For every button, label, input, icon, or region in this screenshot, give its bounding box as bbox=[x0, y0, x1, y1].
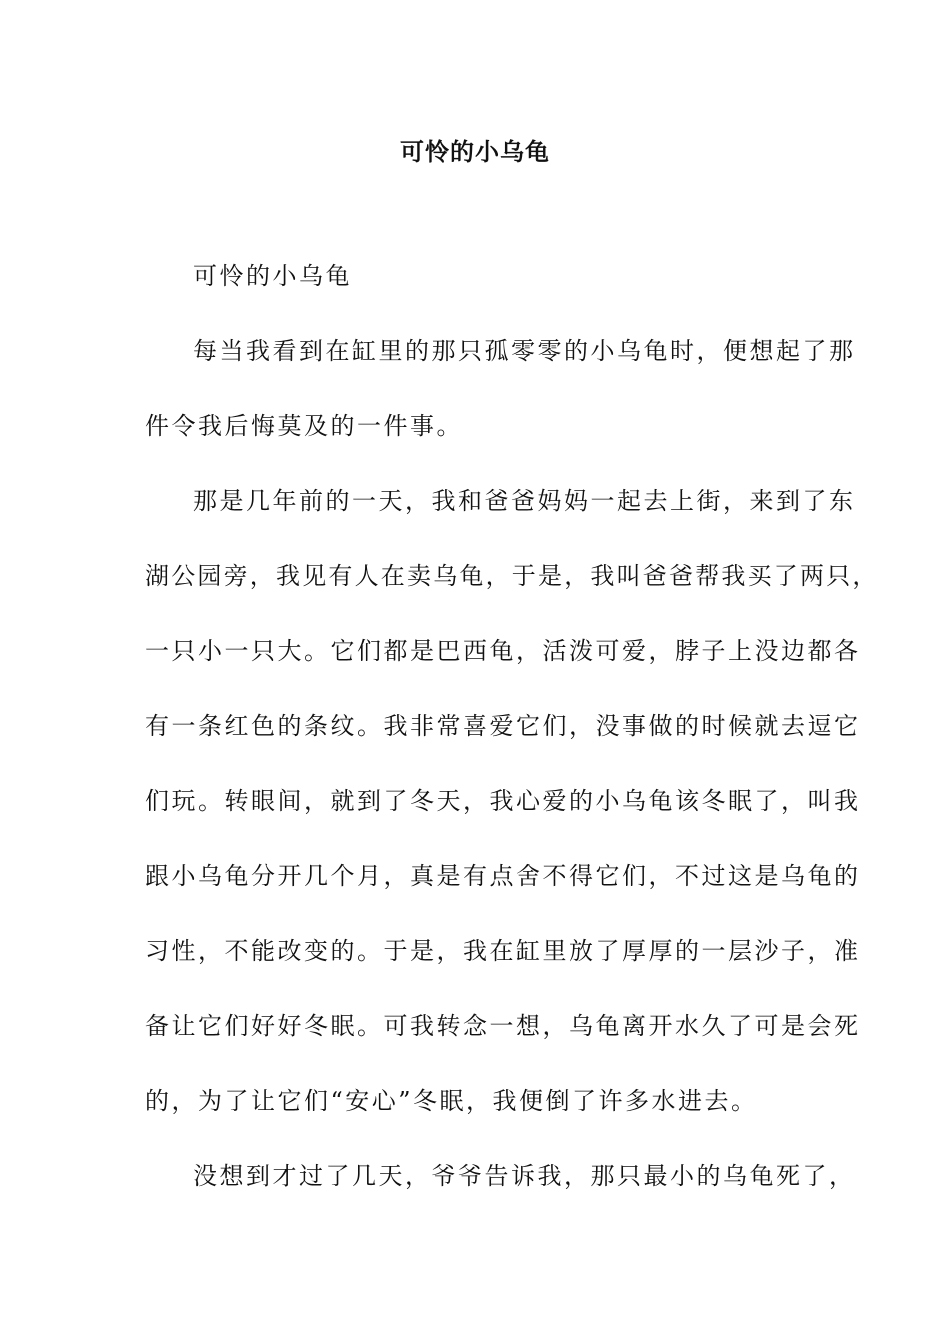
paragraph-line: 跟小乌龟分开几个月，真是有点舍不得它们，不过这是乌龟的 bbox=[145, 862, 861, 890]
paragraph-line: 没想到才过了几天，爷爷告诉我，那只最小的乌龟死了， bbox=[193, 1162, 856, 1190]
paragraph-line: 们玩。转眼间，就到了冬天，我心爱的小乌龟该冬眠了，叫我 bbox=[145, 787, 861, 815]
paragraph-line: 有一条红色的条纹。我非常喜爱它们，没事做的时候就去逗它 bbox=[145, 712, 861, 740]
paragraph-line: 的，为了让它们“安心”冬眠，我便倒了许多水进去。 bbox=[145, 1087, 758, 1115]
paragraph-line: 习性，不能改变的。于是，我在缸里放了厚厚的一层沙子，准 bbox=[145, 937, 861, 965]
paragraph-line: 每当我看到在缸里的那只孤零零的小乌龟时，便想起了那 bbox=[193, 337, 856, 365]
paragraph-line: 那是几年前的一天，我和爸爸妈妈一起去上街，来到了东 bbox=[193, 487, 856, 515]
document-title: 可怜的小乌龟 bbox=[400, 137, 550, 166]
paragraph-line: 一只小一只大。它们都是巴西龟，活泼可爱，脖子上没边都各 bbox=[145, 637, 861, 665]
paragraph-line: 备让它们好好冬眠。可我转念一想，乌龟离开水久了可是会死 bbox=[145, 1012, 861, 1040]
document-body bbox=[145, 256, 879, 1231]
paragraph-line: 可怜的小乌龟 bbox=[193, 262, 352, 290]
paragraph-line: 件令我后悔莫及的一件事。 bbox=[145, 412, 463, 440]
paragraph-line: 湖公园旁，我见有人在卖乌龟，于是，我叫爸爸帮我买了两只， bbox=[145, 562, 879, 590]
